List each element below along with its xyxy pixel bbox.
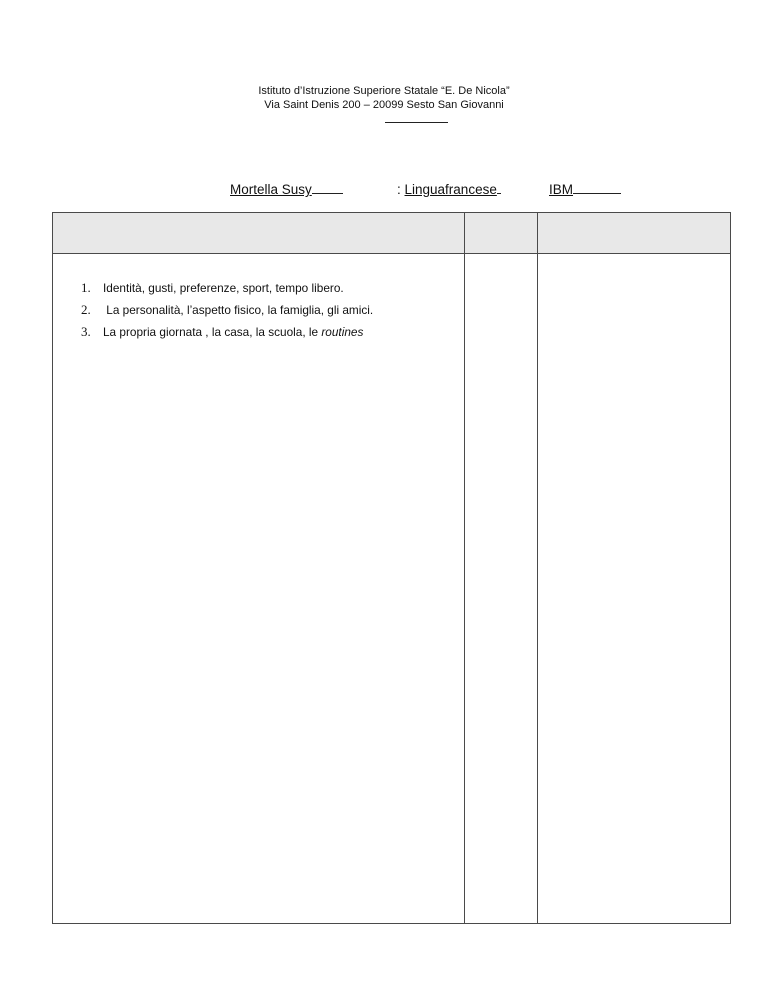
- class-field: [549, 182, 621, 197]
- teacher-name: Mortella Susy: [230, 182, 312, 197]
- list-item: 3. La propria giornata , la casa, la scuola, le routines: [81, 324, 364, 339]
- class-blank: [573, 182, 621, 194]
- subject-prefix: :: [397, 182, 405, 197]
- column-divider-2: [537, 213, 538, 923]
- list-item: 1. Identità, gusti, preferenze, sport, tempo libero.: [81, 280, 344, 295]
- subject-field: [397, 182, 501, 197]
- program-table: [52, 212, 731, 924]
- subject-blank: [497, 182, 501, 194]
- teacher-field: [230, 182, 343, 197]
- topic-list: [81, 277, 373, 343]
- class-name: IBM: [549, 182, 574, 197]
- table-header-row: [53, 213, 730, 254]
- school-address: Via Saint Denis 200 – 20099 Sesto San Giovanni: [264, 99, 504, 111]
- subject-name: Linguafrancese: [404, 182, 497, 197]
- column-divider-1: [464, 213, 465, 923]
- teacher-blank: [312, 182, 343, 194]
- header-rule: [385, 122, 448, 123]
- list-item: 2. La personalità, l’aspetto fisico, la famiglia, gli amici.: [81, 302, 374, 317]
- school-name: Istituto d’Istruzione Superiore Statale “E. De Nicola”: [258, 85, 510, 97]
- document-header: [0, 84, 768, 112]
